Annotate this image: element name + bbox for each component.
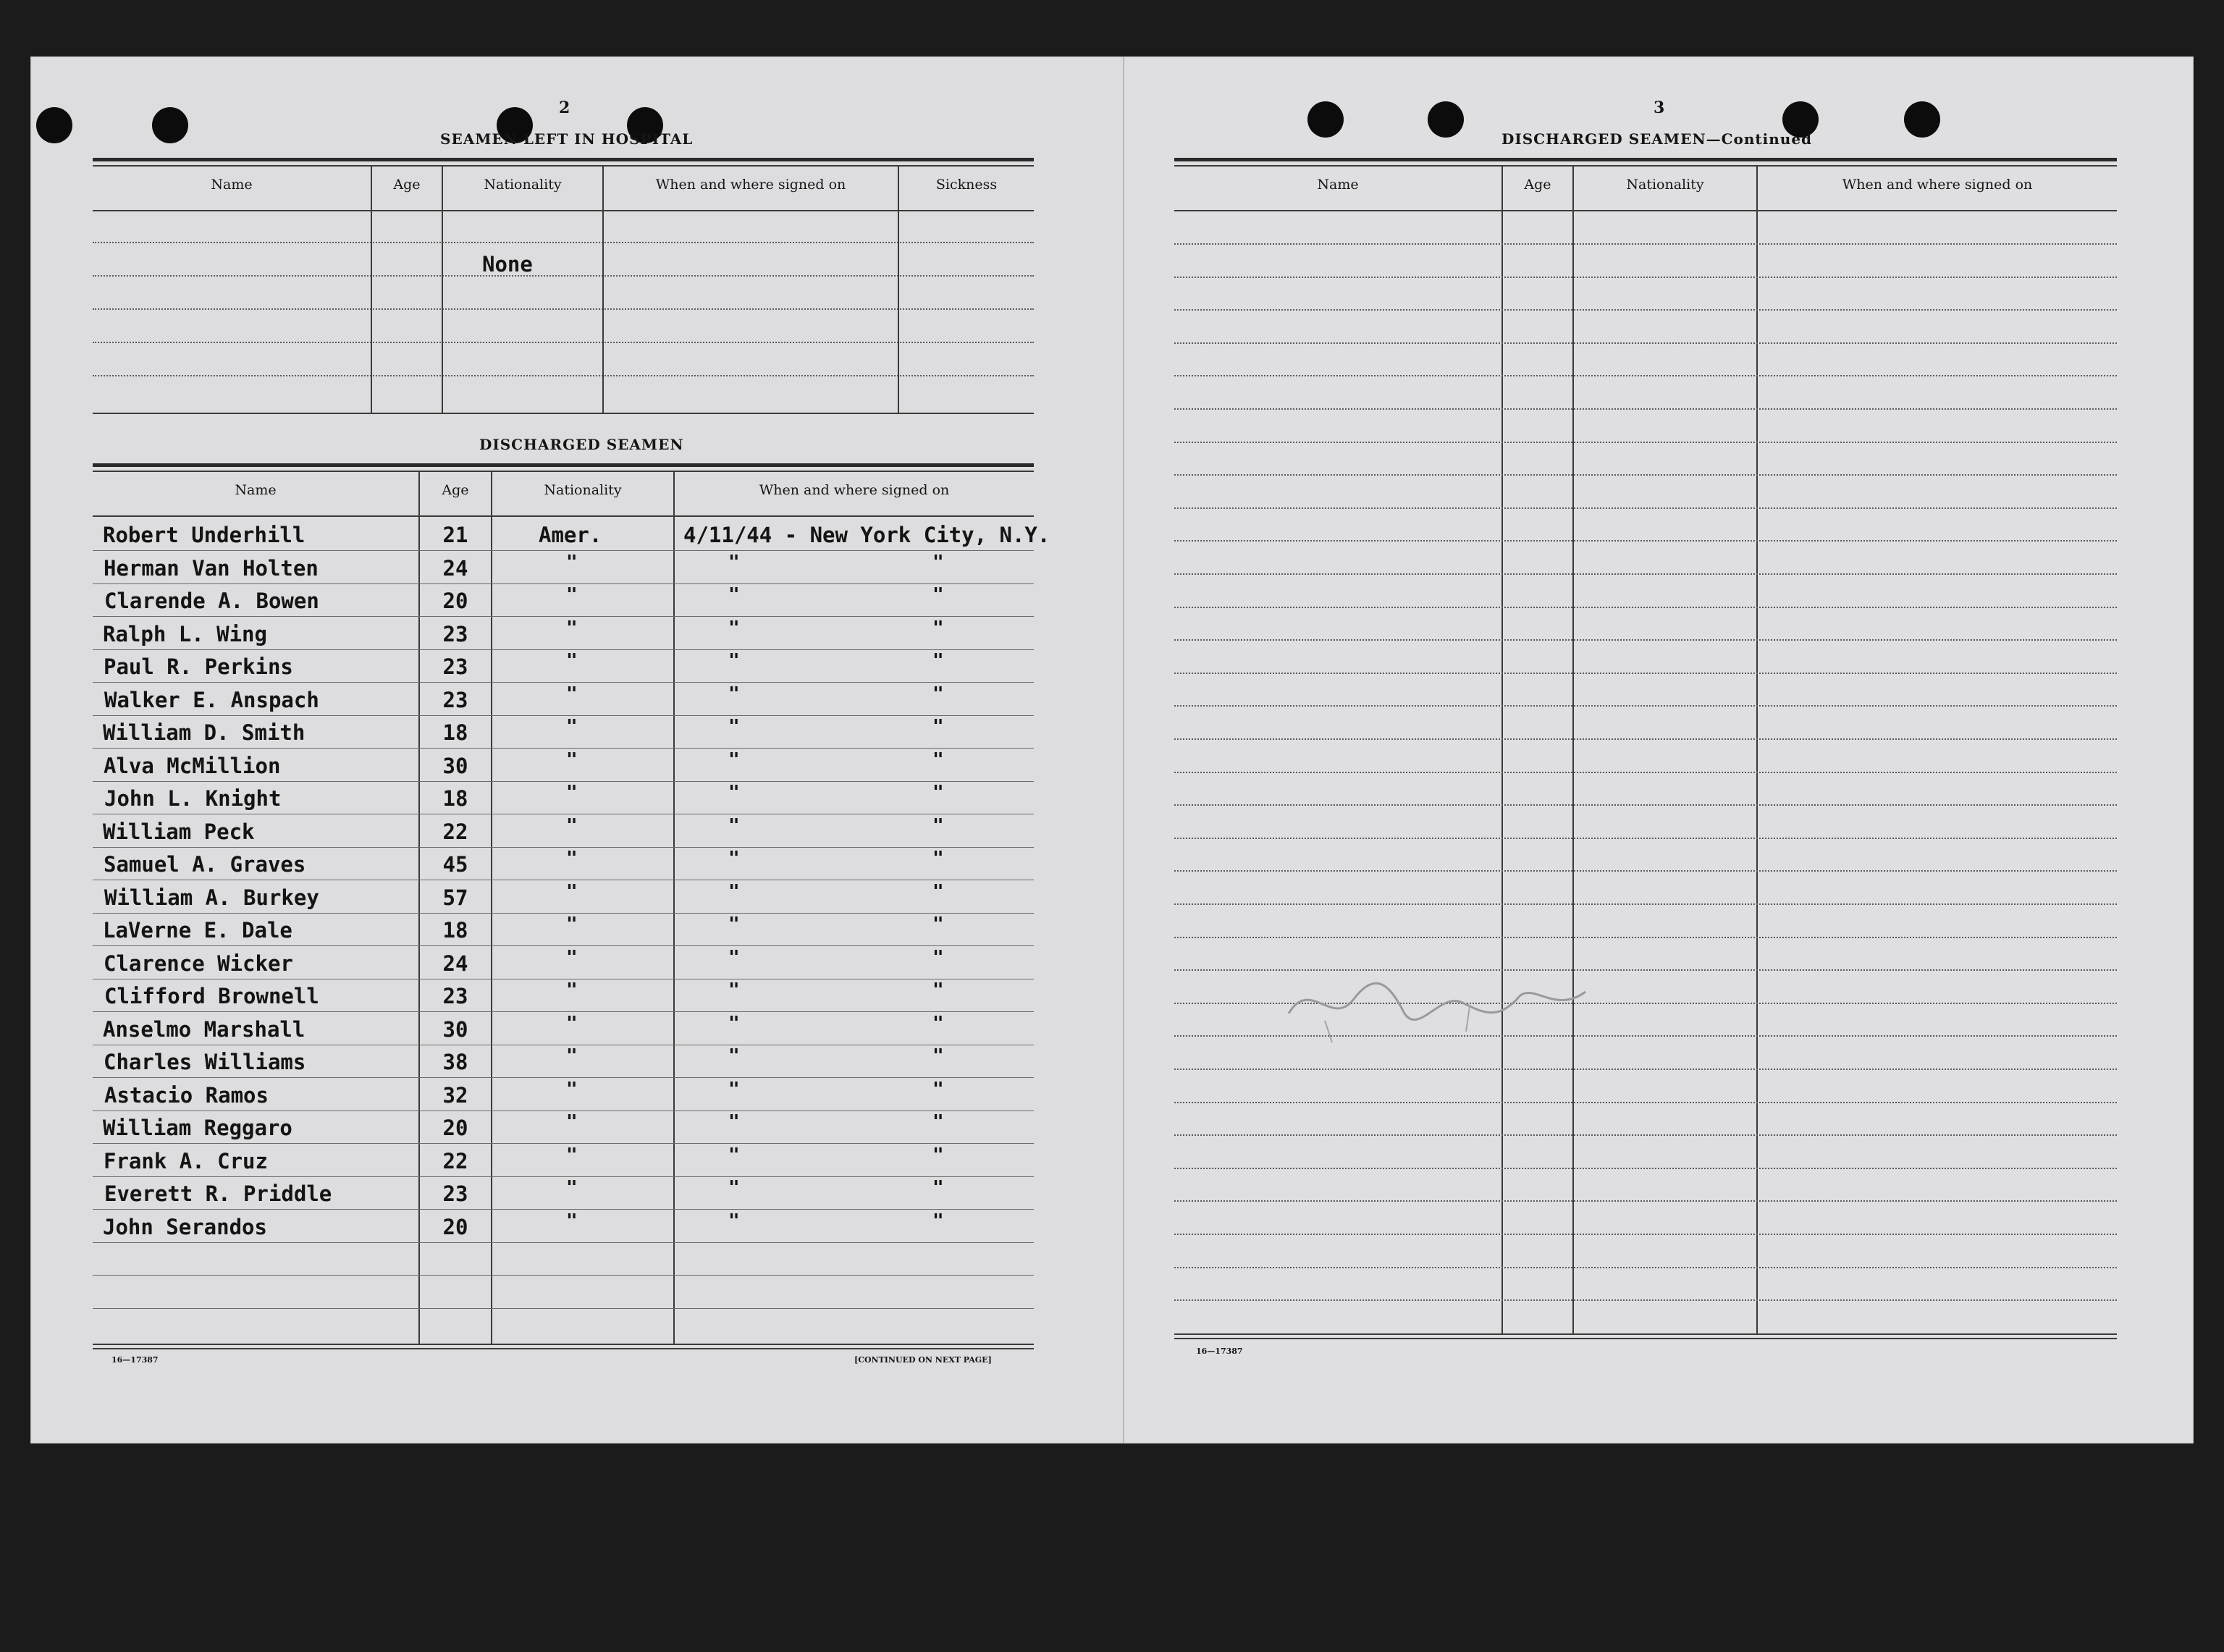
page-number-right: 3	[1654, 98, 1665, 117]
ditto-mark: "	[728, 617, 740, 639]
right-row-rule	[1174, 277, 2117, 278]
right-row-rule	[1174, 870, 2117, 872]
ditto-mark: "	[566, 650, 578, 672]
ditto-mark: "	[728, 1177, 740, 1199]
ditto-mark: "	[728, 782, 740, 804]
discharged-col-divider	[491, 471, 492, 1344]
right-row-rule	[1174, 705, 2117, 707]
ditto-mark: "	[932, 716, 944, 738]
punch-hole	[1904, 101, 1940, 138]
seaman-age: 30	[442, 753, 468, 778]
ditto-mark: "	[566, 848, 578, 869]
punch-hole	[152, 107, 188, 143]
ditto-mark: "	[932, 617, 944, 639]
right-row-rule	[1174, 243, 2117, 245]
seaman-age: 38	[442, 1050, 468, 1074]
continued-note: [CONTINUED ON NEXT PAGE]	[854, 1355, 992, 1365]
discharged-row-rule	[93, 649, 1034, 650]
seaman-age: 20	[442, 1116, 468, 1140]
discharged-row-rule	[93, 1176, 1034, 1177]
ditto-mark: "	[566, 946, 578, 969]
ditto-mark: "	[728, 1144, 740, 1166]
seaman-name: Frank A. Cruz	[104, 1148, 268, 1173]
ditto-mark: "	[728, 946, 740, 969]
right-row-rule	[1174, 607, 2117, 608]
hospital-header-nationality: Nationality	[484, 177, 562, 193]
ditto-mark: "	[728, 880, 740, 903]
seaman-age: 30	[442, 1016, 468, 1042]
ditto-mark: "	[566, 1078, 578, 1100]
discharged-table-bottom-rule	[93, 1344, 1034, 1345]
discharged-row-rule	[93, 847, 1034, 848]
seaman-name: William D. Smith	[103, 720, 306, 745]
ditto-mark: "	[932, 1177, 944, 1199]
hospital-table-top-rule	[93, 165, 1034, 167]
ditto-mark: "	[728, 1078, 740, 1100]
seaman-name: Astacio Ramos	[104, 1082, 269, 1108]
ditto-mark: "	[728, 551, 740, 573]
discharged-col-divider	[673, 471, 675, 1344]
ditto-mark: "	[932, 1111, 944, 1133]
right-page-title: DISCHARGED SEAMEN—Continued	[1501, 130, 1813, 148]
discharged-row-rule	[93, 945, 1034, 946]
ditto-mark: "	[932, 1078, 944, 1100]
discharged-section-title: DISCHARGED SEAMEN	[479, 436, 684, 453]
right-page	[1124, 56, 2194, 1444]
right-row-rule	[1174, 408, 2117, 410]
ditto-mark: "	[566, 782, 578, 804]
seaman-name: John Serandos	[103, 1214, 267, 1239]
ditto-mark: "	[932, 1012, 944, 1034]
punch-hole	[1307, 101, 1344, 138]
discharged-row-rule	[93, 781, 1034, 782]
punch-hole	[1428, 101, 1464, 138]
right-row-rule	[1174, 573, 2117, 575]
right-col-divider	[1756, 165, 1758, 1335]
seaman-age: 20	[442, 1214, 468, 1239]
ditto-mark: "	[932, 848, 944, 869]
right-table-top-rule	[1174, 158, 2117, 161]
ditto-mark: "	[566, 1111, 578, 1133]
ditto-mark: "	[566, 683, 578, 705]
seaman-name: Paul R. Perkins	[104, 654, 293, 679]
right-header-nationality: Nationality	[1626, 177, 1704, 193]
right-table-bottom-rule	[1174, 1333, 2117, 1335]
discharged-row-rule	[93, 1275, 1034, 1276]
ditto-mark: "	[932, 782, 944, 804]
seaman-age: 24	[442, 951, 468, 976]
ditto-mark: "	[728, 979, 740, 1001]
ditto-mark: "	[728, 1045, 740, 1067]
right-header-signed: When and where signed on	[1842, 177, 2033, 193]
seaman-age: 23	[442, 984, 468, 1008]
seaman-name: John L. Knight	[104, 786, 282, 811]
right-row-rule	[1174, 507, 2117, 509]
ditto-mark: "	[932, 1210, 944, 1232]
ditto-mark: "	[566, 1177, 578, 1199]
hospital-table-bottom-rule	[93, 413, 1034, 414]
seaman-age: 32	[442, 1082, 468, 1108]
seaman-age: 23	[442, 621, 468, 646]
right-header-name: Name	[1317, 177, 1359, 193]
seaman-age: 20	[442, 589, 468, 613]
seaman-name: Clarende A. Bowen	[104, 589, 319, 613]
seaman-age: 23	[442, 1181, 468, 1206]
hospital-col-divider	[602, 165, 604, 413]
seaman-age: 23	[442, 654, 468, 679]
ditto-mark: "	[932, 880, 944, 903]
right-row-rule	[1174, 442, 2117, 443]
ditto-mark: "	[728, 716, 740, 738]
seaman-name: Walker E. Anspach	[104, 687, 319, 712]
discharged-row-rule	[93, 583, 1034, 584]
right-row-rule	[1174, 1267, 2117, 1268]
discharged-row-rule	[93, 748, 1034, 749]
right-col-divider	[1501, 165, 1503, 1335]
discharged-row-rule	[93, 1077, 1034, 1078]
ditto-mark: "	[728, 650, 740, 672]
seaman-age: 21	[442, 523, 468, 547]
hospital-header-rule	[93, 210, 1034, 211]
discharged-row-rule	[93, 1308, 1034, 1309]
ditto-mark: "	[932, 1144, 944, 1166]
seaman-signed-on: 4/11/44 - New York City, N.Y.	[683, 523, 1050, 547]
discharged-row-rule	[93, 550, 1034, 551]
ditto-mark: "	[566, 914, 578, 935]
ditto-mark: "	[932, 1045, 944, 1067]
hospital-row-rule	[93, 342, 1034, 343]
right-row-rule	[1174, 309, 2117, 311]
hospital-table-top-rule	[93, 158, 1034, 161]
ditto-mark: "	[932, 979, 944, 1001]
seaman-age: 22	[442, 819, 468, 844]
right-row-rule	[1174, 1168, 2117, 1169]
seaman-name: LaVerne E. Dale	[103, 918, 292, 943]
ditto-mark: "	[932, 584, 944, 606]
discharged-table-bottom-rule	[93, 1348, 1034, 1349]
discharged-header-nationality: Nationality	[544, 482, 622, 498]
ditto-mark: "	[566, 584, 578, 606]
form-number-left: 16—17387	[111, 1355, 159, 1365]
right-row-rule	[1174, 772, 2117, 773]
page-number-left: 2	[559, 98, 570, 117]
hospital-col-divider	[442, 165, 443, 413]
ditto-mark: "	[566, 1012, 578, 1034]
right-row-rule	[1174, 474, 2117, 476]
seaman-name: Clifford Brownell	[104, 984, 319, 1008]
ditto-mark: "	[566, 716, 578, 738]
ditto-mark: "	[566, 1210, 578, 1232]
ditto-mark: "	[728, 814, 740, 837]
form-number-right: 16—17387	[1196, 1347, 1243, 1356]
right-row-rule	[1174, 1134, 2117, 1136]
ditto-mark: "	[728, 914, 740, 935]
right-row-rule	[1174, 639, 2117, 641]
ditto-mark: "	[566, 814, 578, 837]
right-row-rule	[1174, 1200, 2117, 1202]
discharged-header-signed: When and where signed on	[759, 482, 950, 498]
discharged-row-rule	[93, 715, 1034, 716]
hospital-header-age: Age	[393, 177, 421, 193]
ditto-mark: "	[728, 584, 740, 606]
seaman-name: William Peck	[103, 819, 255, 844]
hospital-col-divider	[371, 165, 372, 413]
discharged-row-rule	[93, 1242, 1034, 1243]
discharged-row-rule	[93, 913, 1034, 914]
hospital-row-rule	[93, 308, 1034, 310]
ditto-mark: "	[566, 551, 578, 573]
right-row-rule	[1174, 1102, 2117, 1103]
right-row-rule	[1174, 540, 2117, 541]
ditto-mark: "	[566, 1144, 578, 1166]
ditto-mark: "	[728, 749, 740, 771]
hospital-header-signed: When and where signed on	[655, 177, 846, 193]
hospital-row-rule	[93, 242, 1034, 243]
right-row-rule	[1174, 375, 2117, 376]
discharged-row-rule	[93, 682, 1034, 683]
seaman-age: 22	[442, 1148, 468, 1173]
hospital-none-entry: None	[482, 252, 533, 277]
right-col-divider	[1572, 165, 1574, 1335]
seaman-age: 18	[442, 720, 468, 745]
seaman-name: Ralph L. Wing	[103, 621, 267, 646]
right-header-rule	[1174, 210, 2117, 211]
right-row-rule	[1174, 1069, 2117, 1070]
right-row-rule	[1174, 804, 2117, 806]
seaman-nationality: Amer.	[539, 523, 602, 547]
seaman-name: Charles Williams	[104, 1050, 306, 1074]
right-row-rule	[1174, 342, 2117, 344]
ditto-mark: "	[566, 749, 578, 771]
ditto-mark: "	[566, 880, 578, 903]
ditto-mark: "	[932, 946, 944, 969]
right-row-rule	[1174, 738, 2117, 740]
right-header-age: Age	[1524, 177, 1551, 193]
seaman-name: Clarence Wicker	[104, 951, 293, 976]
seaman-name: Anselmo Marshall	[103, 1016, 306, 1042]
hospital-col-divider	[898, 165, 899, 413]
right-row-rule	[1174, 903, 2117, 905]
seaman-name: William Reggaro	[103, 1116, 292, 1140]
right-table-top-rule	[1174, 165, 2117, 167]
seaman-age: 18	[442, 786, 468, 811]
hospital-header-sickness: Sickness	[935, 177, 998, 193]
discharged-header-age: Age	[442, 482, 469, 498]
ditto-mark: "	[932, 650, 944, 672]
ditto-mark: "	[728, 848, 740, 869]
seaman-name: Robert Underhill	[103, 523, 306, 547]
discharged-row-rule	[93, 616, 1034, 617]
ditto-mark: "	[566, 979, 578, 1001]
hospital-header-name: Name	[211, 177, 253, 193]
punch-hole	[36, 107, 72, 143]
seaman-age: 45	[442, 852, 468, 877]
hospital-row-rule	[93, 275, 1034, 277]
discharged-row-rule	[93, 1209, 1034, 1210]
right-row-rule	[1174, 673, 2117, 674]
ditto-mark: "	[932, 551, 944, 573]
seaman-name: Alva McMillion	[104, 753, 281, 778]
ditto-mark: "	[932, 814, 944, 837]
discharged-header-name: Name	[235, 482, 277, 498]
ditto-mark: "	[728, 683, 740, 705]
seaman-age: 18	[442, 918, 468, 943]
ditto-mark: "	[932, 749, 944, 771]
ditto-mark: "	[566, 617, 578, 639]
ditto-mark: "	[932, 914, 944, 935]
seaman-name: Herman Van Holten	[104, 555, 319, 581]
seaman-age: 24	[442, 555, 468, 581]
seaman-age: 57	[442, 885, 468, 910]
discharged-table-top-rule	[93, 463, 1034, 467]
discharged-row-rule	[93, 1143, 1034, 1144]
right-table-bottom-rule	[1174, 1338, 2117, 1339]
ditto-mark: "	[728, 1210, 740, 1232]
handwritten-signature	[1281, 963, 1600, 1050]
discharged-row-rule	[93, 1011, 1034, 1012]
ditto-mark: "	[566, 1045, 578, 1067]
seaman-name: William A. Burkey	[104, 885, 319, 910]
ditto-mark: "	[728, 1111, 740, 1133]
seaman-name: Everett R. Priddle	[104, 1181, 332, 1206]
hospital-row-rule	[93, 375, 1034, 376]
right-row-rule	[1174, 1234, 2117, 1235]
seaman-age: 23	[442, 687, 468, 712]
discharged-header-rule	[93, 515, 1034, 517]
right-row-rule	[1174, 937, 2117, 938]
discharged-table-top-rule	[93, 471, 1034, 472]
ditto-mark: "	[932, 683, 944, 705]
right-row-rule	[1174, 838, 2117, 839]
right-row-rule	[1174, 1299, 2117, 1301]
seaman-name: Samuel A. Graves	[104, 852, 306, 877]
hospital-section-title: SEAMEN LEFT IN HOSPITAL	[440, 130, 694, 148]
ditto-mark: "	[728, 1012, 740, 1034]
